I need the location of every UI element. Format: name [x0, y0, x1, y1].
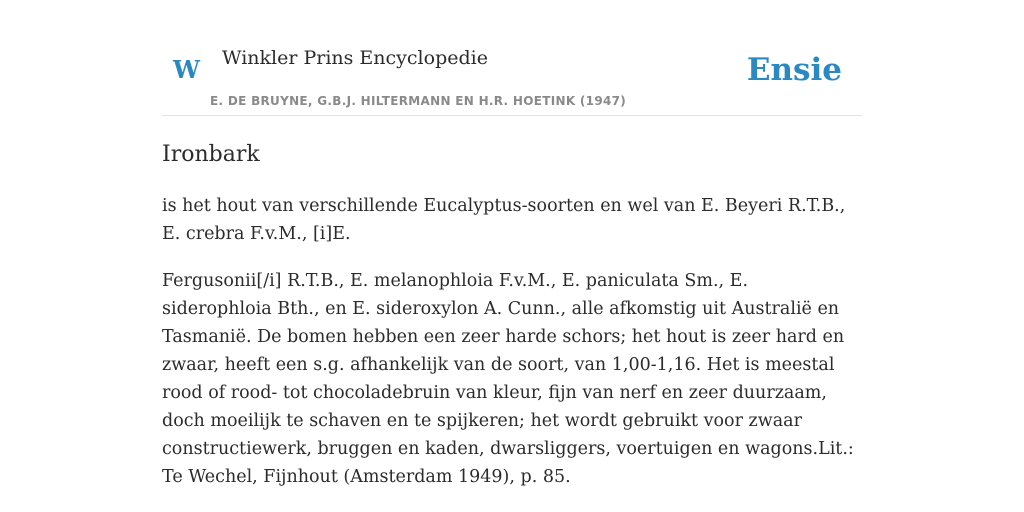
ensie-logo-link[interactable]: Ensie	[746, 52, 842, 88]
page-container	[162, 0, 862, 512]
article-paragraph-1: is het hout van verschillende Eucalyptus-soorten en wel van E. Beyeri R.T.B., E. crebra F.v.M., [i]E.	[162, 196, 846, 244]
encyclopedia-authors: E. DE BRUYNE, G.B.J. HILTERMANN EN H.R. HOETINK (1947)	[210, 94, 627, 108]
encyclopedia-title-link[interactable]: Winkler Prins Encyclopedie	[222, 47, 488, 69]
encyclopedia-logo-icon[interactable]: W	[173, 55, 200, 84]
article-paragraph-2: Fergusonii[/i] R.T.B., E. melanophloia F.v.M., E. paniculata Sm., E. siderophloia Bth., en E. sideroxylon A. Cunn., alle afkomstig uit Australië en Tasmanië. De bomen hebben een zeer harde schors; het hout is zeer hard en zwaar, heeft een s.g. afhankelijk van de soort, van 1,00-1,16. Het is meestal rood of rood- tot chocoladebruin van kleur, fijn van nerf en zeer duurzaam, doch moeilijk te schaven en te spijkeren; het wordt gebruikt voor zwaar constructiewerk, bruggen en kaden, dwarsliggers, voertuigen en wagons.Lit.: Te Wechel, Fijnhout (Amsterdam 1949), p. 85.	[162, 271, 854, 487]
encyclopedia-header	[162, 0, 862, 116]
article-title: Ironbark	[162, 142, 260, 167]
